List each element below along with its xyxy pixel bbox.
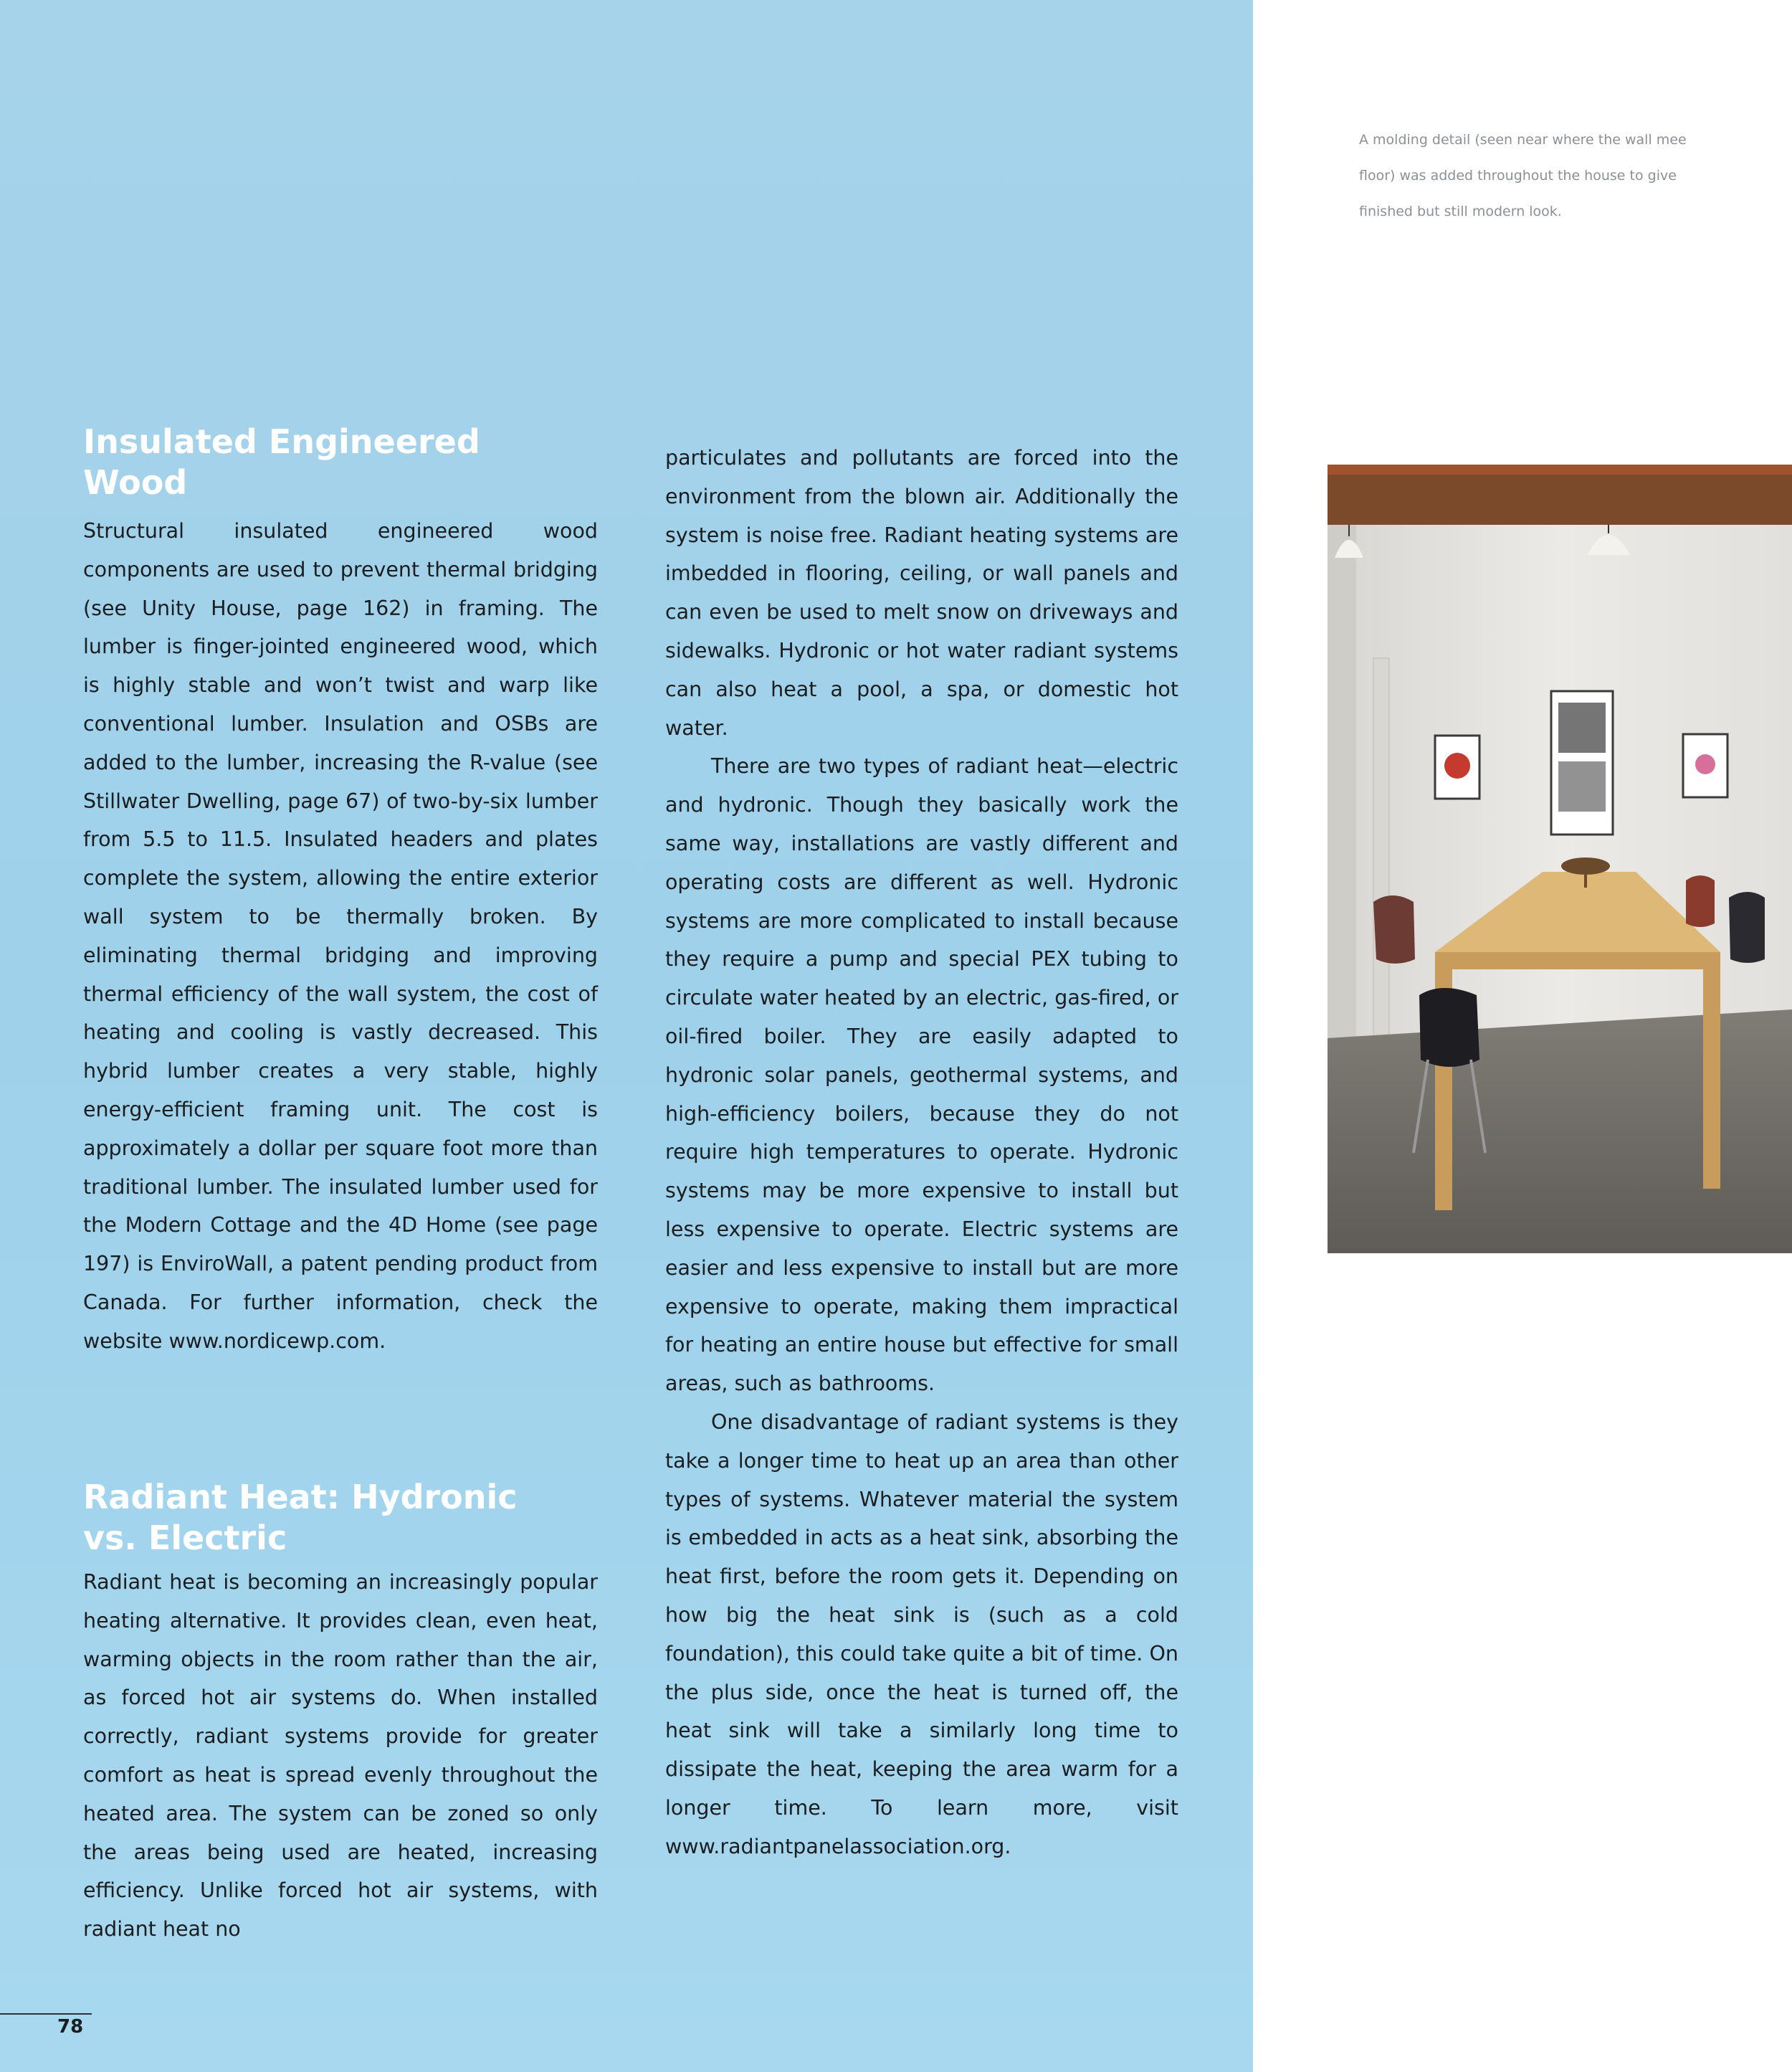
footer-rule xyxy=(0,2013,92,2015)
chair-back-right xyxy=(1686,875,1715,927)
ceiling-beam xyxy=(1328,475,1792,525)
chair-left xyxy=(1373,895,1415,964)
chair-right xyxy=(1729,892,1765,963)
radiant-heat-body-col2 xyxy=(665,439,1178,1866)
paragraph: Structural insulated engineered wood components are used to prevent thermal bridging (see Unity House, page 162) in framing. The lumber is finger-jointed engineered wood, which is highly stable and won’t twist and warp like conventional lumber. Insulation and OSBs are added to the lumber, increasing the R-value (see Stillwater Dwelling, page 67) of two-by-six lumber from 5.5 to 11.5. Insulated headers and plates complete the system, allowing the entire exterior wall system to be thermally broken. By eliminating thermal bridging and improving thermal efficiency of the wall system, the cost of heating and cooling is vastly decreased. This hybrid lumber creates a very stable, highly energy-efficient framing unit. The cost is approximately a dollar per square foot more than traditional lumber. The insulated lumber used for the Modern Cottage and the 4D Home (see page 197) is EnviroWall, a patent pending product from Canada. For further information, check the website www.nordicewp.com. xyxy=(83,519,598,1353)
heading-insulated-engineered-wood xyxy=(83,422,585,503)
heading-line: Radiant Heat: Hydronic xyxy=(83,1478,518,1516)
paragraph: Radiant heat is becoming an increasingly popular heating alternative. It provides clean, even heat, warming objects in the room rather than the air, as forced hot air systems do. When installed correctly, radiant systems provide for greater comfort as heat is spread evenly throughout the heated area. The system can be zoned so only the areas being used are heated, increasing efficiency. Unlike forced hot air systems, with radiant heat no xyxy=(83,1570,598,1942)
heading-line: Insulated Engineered xyxy=(83,422,480,461)
heading-radiant-heat xyxy=(83,1477,585,1559)
insulated-wood-body xyxy=(83,512,598,1361)
paragraph: One disadvantage of radiant systems is they take a longer time to heat up an area than other types of systems. Whatever material the system is embedded in acts as a heat sink, absorbing the heat first, before the room gets it. Depending on how big the heat sink is (such as a cold foundation), this could take quite a bit of time. On the plus side, once the heat is turned off, the heat sink will take a similarly long time to dissipate the heat, keeping the area warm for a longer time. To learn more, visit www.radiantpanelassociation.org. xyxy=(665,1410,1178,1858)
radiant-heat-body-col1 xyxy=(83,1563,598,1949)
dining-room-photo xyxy=(1328,465,1792,1253)
paragraph: particulates and pollutants are forced into the environment from the blown air. Additionally the system is noise free. Radiant heating systems are imbedded in flooring, ceiling, or wall panels and can even be used to melt snow on driveways and sidewalks. Hydronic or hot water radiant systems can also heat a pool, a spa, or domestic hot water. xyxy=(665,446,1178,740)
left-wall-edge xyxy=(1328,525,1356,1041)
page-number: 78 xyxy=(57,2016,84,2038)
heading-line: vs. Electric xyxy=(83,1519,287,1557)
caption-line: floor) was added throughout the house to give xyxy=(1359,168,1677,184)
top-beam xyxy=(1328,465,1792,475)
doorway xyxy=(1373,658,1389,1060)
caption-line: finished but still modern look. xyxy=(1359,204,1562,219)
paragraph: There are two types of radiant heat—electric and hydronic. Though they basically work the same way, installations are vastly different and operating costs are different as well. Hydronic systems are more complicated to install because they require a pump and special PEX tubing to circulate water heated by an electric, gas-fired, or oil-fired boiler. They are easily adapted to hydronic solar panels, geothermal systems, and high-efficiency boilers, because they do not require high temperatures to operate. Hydronic systems may be more expensive to install but less expensive to operate. Electric systems are easier and less expensive to install but are more expensive to operate, making them impractical for heating an entire house but effective for small areas, such as bathrooms. xyxy=(665,754,1178,1396)
concrete-floor xyxy=(1328,1009,1792,1253)
chair-front xyxy=(1419,988,1479,1067)
bowl xyxy=(1561,857,1610,875)
dining-room-illustration xyxy=(1328,465,1792,1253)
caption-line: A molding detail (seen near where the wall mee xyxy=(1359,132,1687,148)
heading-line: Wood xyxy=(83,463,188,502)
photo-caption xyxy=(1359,122,1792,229)
